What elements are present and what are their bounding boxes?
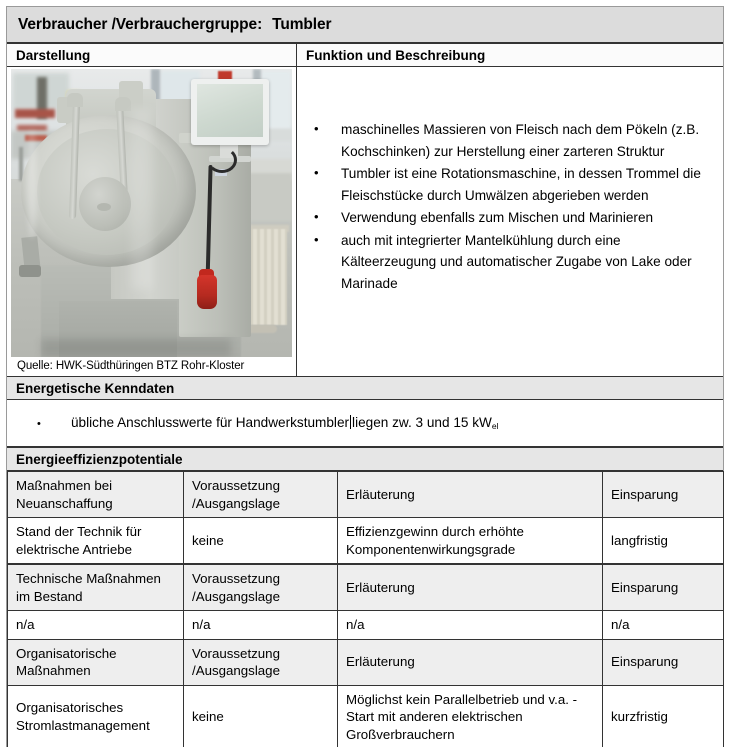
table-row: [8, 685, 724, 747]
image-cell: [7, 67, 297, 376]
table-cell-saving: Einsparung: [603, 564, 724, 611]
table-cell-explanation: Erläuterung: [338, 639, 603, 685]
column-header-darstellung: Darstellung: [7, 44, 297, 66]
list-item: • auch mit integrierter Mantelkühlung durch eine Kälteerzeugung und automatischer Zugabe von Lake oder Marinade: [305, 230, 715, 295]
table-cell-measure: Stand der Technik für elektrische Antriebe: [8, 518, 184, 565]
monitor-screen: [197, 84, 263, 137]
table-cell-saving: Einsparung: [603, 472, 724, 518]
table-cell-measure: Organisatorisches Stromlastmanagement: [8, 685, 184, 747]
image-caption: Quelle: HWK-Südthüringen BTZ Rohr-Kloster: [17, 360, 245, 372]
table-row: [8, 564, 724, 611]
tumbler-machine-photo: [11, 69, 292, 357]
photo-background-red-shelf: [15, 109, 55, 118]
table-cell-explanation: Erläuterung: [338, 564, 603, 611]
image-description-row: [7, 67, 723, 377]
table-cell-saving: kurzfristig: [603, 685, 724, 747]
photo-floor-shadow: [41, 339, 231, 357]
table-cell-precondition: n/a: [184, 611, 338, 640]
table-cell-explanation: Möglichst kein Parallelbetrieb und v.a. -Start mit anderen elektrischen Großverbrauchern: [338, 685, 603, 747]
kenndaten-unit-subscript: el: [491, 421, 499, 431]
table-cell-precondition: Voraussetzung /Ausgangslage: [184, 472, 338, 518]
table-cell-precondition: Voraussetzung /Ausgangslage: [184, 564, 338, 611]
table-cell-explanation: Erläuterung: [338, 472, 603, 518]
photo-highlight-2: [131, 109, 153, 289]
energetische-kenndaten-body: [7, 400, 723, 448]
energetische-kenndaten-line: [7, 415, 723, 431]
section-header-energetische-kenndaten: Energetische Kenndaten: [7, 377, 723, 400]
table-cell-saving: langfristig: [603, 518, 724, 565]
power-plug: [197, 275, 217, 309]
section-header-energieeffizienzpotentiale: Energieeffizienzpotentiale: [7, 448, 723, 471]
title-label: Verbraucher /Verbrauchergruppe:: [18, 15, 263, 33]
table-cell-precondition: Voraussetzung /Ausgangslage: [184, 639, 338, 685]
machine-arm-top: [67, 93, 83, 107]
title-machine-name: Tumbler: [272, 15, 332, 33]
column-header-funktion: Funktion und Beschreibung: [306, 47, 486, 63]
table-cell-measure: n/a: [8, 611, 184, 640]
description-cell: [297, 67, 723, 376]
table-row: [8, 518, 724, 565]
table-cell-explanation: Effizienzgewinn durch erhöhte Komponentenwirkungsgrade: [338, 518, 603, 565]
table-cell-saving: n/a: [603, 611, 724, 640]
photo-highlight: [27, 129, 37, 239]
machine-foot-pad: [19, 265, 41, 277]
list-item: • Verwendung ebenfalls zum Mischen und Marinieren: [305, 207, 715, 229]
potentials-table: [7, 471, 724, 747]
machine-arm-top-2: [115, 97, 131, 111]
kenndaten-text-part-2: liegen zw. 3 und 15 kW: [352, 415, 492, 430]
table-row: [8, 472, 724, 518]
table-cell-measure: Technische Maßnahmen im Bestand: [8, 564, 184, 611]
table-cell-measure: Maßnahmen bei Neuanschaffung: [8, 472, 184, 518]
table-cell-precondition: keine: [184, 685, 338, 747]
text-cursor: [350, 415, 351, 429]
table-cell-explanation: n/a: [338, 611, 603, 640]
list-item: • Tumbler ist eine Rotationsmaschine, in dessen Trommel die Fleischstücke durch Umwälzen abgerieben werden: [305, 163, 715, 206]
kenndaten-text-part-1: übliche Anschlusswerte für Handwerkstumbler: [71, 415, 350, 430]
table-row: [8, 611, 724, 640]
table-cell-measure: Organisatorische Maßnahmen: [8, 639, 184, 685]
machine-drum-hub-center: [97, 203, 111, 211]
table-cell-saving: Einsparung: [603, 639, 724, 685]
datasheet-table: [6, 6, 724, 747]
list-item: • maschinelles Massieren von Fleisch nach dem Pökeln (z.B. Kochschinken) zur Herstellung einer zarteren Struktur: [305, 119, 715, 162]
table-row: [8, 639, 724, 685]
photo-floor-pipe: [247, 325, 277, 333]
page-title: [18, 16, 331, 34]
title-banner: [7, 7, 723, 44]
table-cell-precondition: keine: [184, 518, 338, 565]
description-bullet-list: [305, 119, 715, 294]
column-header-row: [7, 44, 723, 67]
